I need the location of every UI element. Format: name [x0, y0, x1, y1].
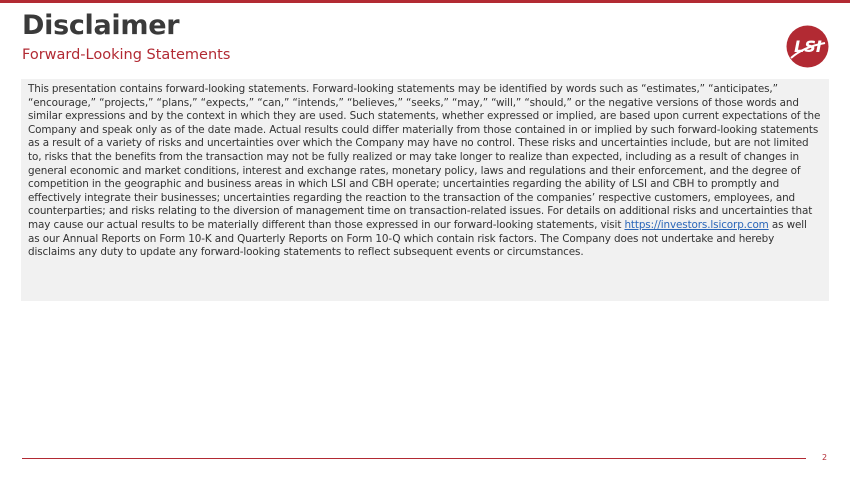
lsi-logo [786, 25, 829, 68]
disclaimer-paragraph [28, 83, 821, 260]
disclaimer-text-box [21, 79, 829, 301]
investors-link[interactable]: https://investors.lsicorp.com [624, 218, 769, 231]
disclaimer-text-part-2: as well as our Annual Reports on Form 10-K and Quarterly Reports on Form 10-Q which contain risk factors. The Company does not undertake and hereby disclaims any duty to update any forward-looking statements to reflect subsequent events or circumstances. [28, 218, 807, 259]
logo-text: LSI [794, 37, 822, 56]
page-title: Disclaimer [22, 10, 180, 41]
footer-rule [22, 458, 806, 459]
disclaimer-text-part-1: This presentation contains forward-looking statements. Forward-looking statements may be identified by words such as “estimates,” “anticipates,” “encourage,” “projects,” “plans,” “expects,” “can,” “intends,” “believes,” “seeks,” “may,” “will,” “should,” or the negative versions of those words and similar expressions and by the context in which they are used. Such statements, whether expressed or implied, are based upon current expectations of the Company and speak only as of the date made. Actual results could differ materially from those contained in or implied by such forward-looking statements as a result of a variety of risks and uncertainties over which the Company may have no control. These risks and uncertainties include, but are not limited to, risks that the benefits from the transaction may not be fully realized or may take longer to realize than expected, including as a result of changes in general economic and market conditions, interest and exchange rates, monetary policy, laws and regulations and their enforcement, and the degree of competition in the geographic and business areas in which LSI and CBH operate; uncertainties regarding the ability of LSI and CBH to promptly and effectively integrate their businesses; uncertainties regarding the reaction to the transaction of the companies’ respective customers, employees, and counterparties; and risks relating to the diversion of management time on transaction-related issues. For details on additional risks and uncertainties that may cause our actual results to be materially different than those expressed in our forward-looking statements, visit [28, 83, 821, 231]
page-number: 2 [822, 453, 828, 462]
page-subtitle: Forward-Looking Statements [22, 47, 231, 63]
top-accent-rule [0, 0, 850, 3]
